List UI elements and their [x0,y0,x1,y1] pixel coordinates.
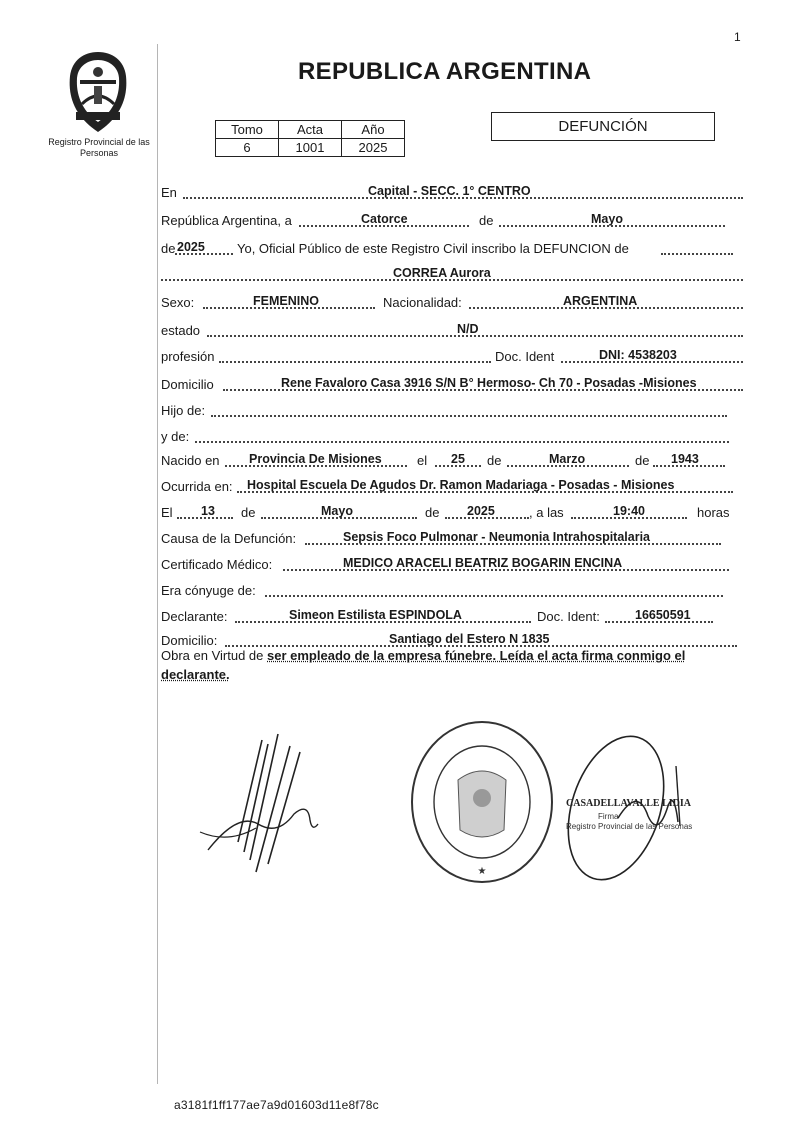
province-seal-icon [66,50,130,134]
value-month: Mayo [591,212,623,226]
value-death-year: 2025 [467,504,495,518]
value-declarante-doc: 16650591 [635,608,691,622]
page-title: REPUBLICA ARGENTINA [298,58,592,85]
field-certificado: Certificado Médico: MEDICO ARACELI BEATRIZ BOGARIN ENCINA [161,552,743,572]
value-sexo: FEMENINO [253,294,319,308]
page-number: 1 [734,30,741,44]
value-death-time: 19:40 [613,504,645,518]
label-obra: Obra en Virtud de [161,648,264,663]
field-declarante: Declarante: Simeon Estilista ESPINDOLA Doc. Ident: 16650591 [161,604,743,624]
value-certificado: MEDICO ARACELI BEATRIZ BOGARIN ENCINA [343,556,623,570]
value-ocurrida: Hospital Escuela De Agudos Dr. Ramon Madariaga - Posadas - Misiones [247,478,675,492]
field-causa: Causa de la Defunción: Sepsis Foco Pulmonar - Neumonia Intrahospitalaria [161,526,743,546]
margin-line [157,44,158,1084]
value-domicilio: Rene Favaloro Casa 3916 S/N B° Hermoso- Ch 70 - Posadas -Misiones [281,376,697,390]
value-nacionalidad: ARGENTINA [563,294,638,308]
tomo-value: 6 [216,139,279,157]
document-type: DEFUNCIÓN [491,112,715,141]
field-conyuge: Era cónyuge de: [161,578,743,598]
value-estado: N/D [457,322,479,336]
label-en: En [161,185,177,200]
value-birth-year: 1943 [671,452,699,466]
anio-header: Año [342,121,405,139]
acta-value: 1001 [279,139,342,157]
value-death-day: 13 [201,504,215,518]
field-deceased [161,262,743,282]
field-yde: y de: [161,424,743,444]
anio-value: 2025 [342,139,405,157]
declarant-signature-icon [198,732,328,902]
field-domicilio-declarante: Domicilio: Santiago del Estero N 1835 [161,628,743,648]
value-doc: DNI: 4538203 [599,348,677,362]
value-causa: Sepsis Foco Pulmonar - Neumonia Intrahospitalaria [343,530,651,544]
value-birthplace: Provincia De Misiones [249,452,382,466]
official-role: Firma [598,812,619,821]
value-obra: ser empleado de la empresa fúnebre. Leída el acta firma conmigo el declarante. [161,648,686,682]
value-birth-month: Marzo [549,452,586,466]
field-nacido: Nacido en Provincia De Misiones el 25 de Marzo de 1943 [161,448,743,468]
inscription-text: Yo, Oficial Público de este Registro Civil inscribo la DEFUNCION de [237,241,629,256]
value-birth-day: 25 [451,452,465,466]
value-day: Catorce [361,212,408,226]
value-declarante: Simeon Estilista ESPINDOLA [289,608,462,622]
label-republica: República Argentina, a [161,213,292,228]
value-domicilio-declarante: Santiago del Estero N 1835 [389,632,550,646]
field-fecha: El 13 de Mayo de 2025 , a las 19:40 horas [161,504,730,520]
field-en [161,180,743,200]
registry-table [215,120,405,157]
field-sexo: Sexo: FEMENINO Nacionalidad: ARGENTINA [161,290,743,310]
field-ocurrida: Ocurrida en: Hospital Escuela De Agudos Dr. Ramon Madariaga - Posadas - Misiones [161,474,743,494]
official-org: Registro Provincial de las Personas [566,822,693,831]
acta-header: Acta [279,121,342,139]
field-domicilio: Domicilio Rene Favaloro Casa 3916 S/N B° Hermoso- Ch 70 - Posadas -Misiones [161,372,743,392]
field-year: de 2025 Yo, Oficial Público de este Registro Civil inscribo la DEFUNCION de [161,236,743,256]
svg-text:★: ★ [477,866,487,877]
field-profesion: profesión Doc. Ident DNI: 4538203 [161,344,743,364]
field-republica: República Argentina, a Catorce de Mayo [161,208,743,228]
tomo-header: Tomo [216,121,279,139]
field-hijo: Hijo de: [161,398,743,418]
value-year: 2025 [177,240,205,254]
value-en: Capital - SECC. 1° CENTRO [368,184,531,198]
value-death-month: Mayo [321,504,353,518]
document-hash: a3181f1ff177ae7a9d01603d11e8f78c [174,1098,379,1112]
registry-stamp-icon [408,718,556,886]
field-estado: estado N/D [161,318,743,338]
deceased-name: CORREA Aurora [393,266,491,280]
official-name: CASADELLAVALLE LIDIA [566,798,691,809]
registry-caption: Registro Provincial de las Personas [48,137,150,158]
field-obra [161,646,739,684]
